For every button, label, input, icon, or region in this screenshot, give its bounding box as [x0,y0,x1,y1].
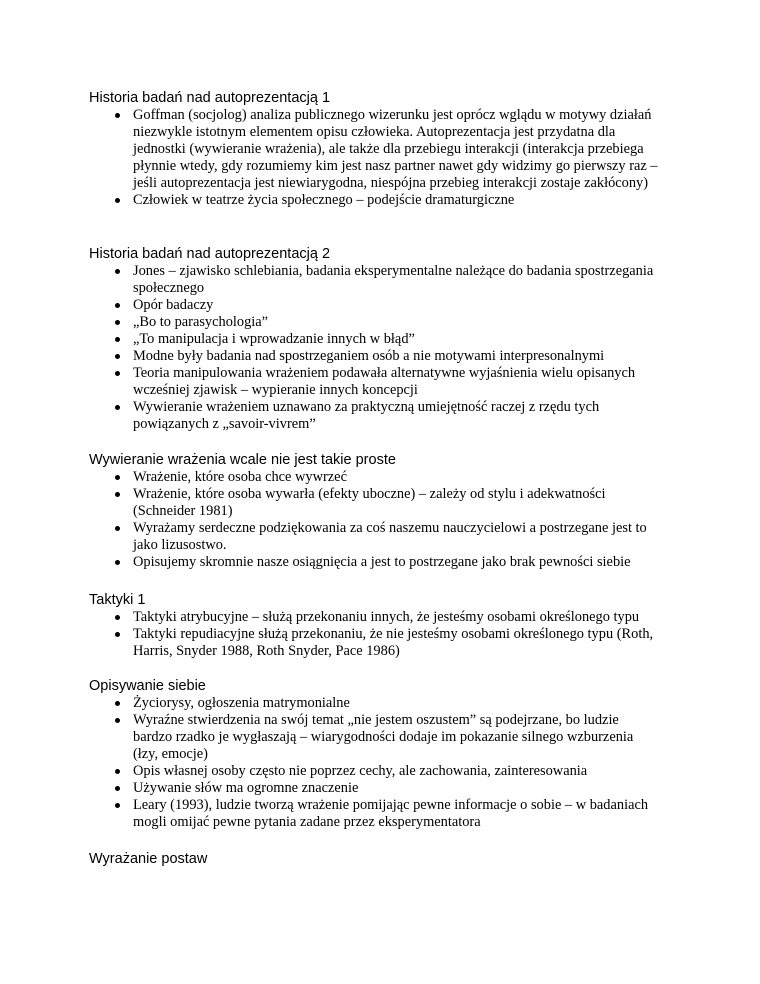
bullet-dot-icon [115,320,120,325]
bullet-dot-icon [115,632,120,637]
list-item-text: „To manipulacja i wprowadzanie innych w błąd” [133,331,415,347]
list-item [89,365,658,399]
list-item-text: Opis własnej osoby często nie poprzez cechy, ale zachowania, zainteresowania [133,763,588,779]
bullet-dot-icon [115,269,120,274]
list-item [89,297,658,314]
list-item-text: Teoria manipulowania wrażeniem podawała alternatywne wyjaśnienia wielu opisanych wcześniej zjawisk – wypieranie innych koncepcji [133,365,636,398]
bullet-dot-icon [115,786,120,791]
bullet-dot-icon [115,526,120,531]
list-item-text: Jones – zjawisko schlebiania, badania eksperymentalne należące do badania spostrzegania społecznego [133,263,654,296]
section-historia-1 [89,89,689,209]
bullet-dot-icon [115,371,120,376]
bullet-list [89,107,689,209]
section-heading: Historia badań nad autoprezentacją 1 [89,90,331,106]
section-wywieranie-wrazenia [89,451,689,571]
bullet-dot-icon [115,769,120,774]
bullet-dot-icon [115,303,120,308]
list-item-text: Opisujemy skromnie nasze osiągnięcia a jest to postrzegane jako brak pewności siebie [133,554,631,570]
list-item-text: Wywieranie wrażeniem uznawano za praktyczną umiejętność raczej z rzędu tych powiązanych z „savoir-vivrem” [133,399,600,432]
list-item [89,695,658,712]
list-item [89,469,658,486]
list-item-text: Goffman (socjolog) analiza publicznego wizerunku jest oprócz wglądu w motywy działań niezwykle istotnym elementem opisu człowieka. Autoprezentacja jest przydatna dla jednostki (wywieranie wrażenia), ale także dla przebiegu interakcji (interakcja przebiega płynnie wtedy, gdy rozumiemy kim jest nasz partner nawet gdy widzimy go pierwszy raz – jeśli autoprezentacja jest niewiarygodna, niespójna przebieg interakcji zostaje zakłócony) [133,107,658,191]
bullet-list [89,695,689,831]
list-item-text: Taktyki repudiacyjne służą przekonaniu, że nie jesteśmy osobami określonego typu (Roth, Harris, Snyder 1988, Roth Snyder, Pace 1986) [133,626,654,659]
list-item-text: Życiorysy, ogłoszenia matrymonialne [133,695,350,711]
bullet-dot-icon [115,113,120,118]
list-item [89,780,658,797]
list-item [89,712,658,763]
list-item-text: Wrażenie, które osoba wywarła (efekty uboczne) – zależy od stylu i adekwatności (Schneider 1981) [133,486,606,519]
bullet-dot-icon [115,718,120,723]
list-item [89,626,658,660]
bullet-dot-icon [115,492,120,497]
list-item [89,107,658,192]
list-item [89,609,658,626]
bullet-dot-icon [115,405,120,410]
list-item-text: Wyrażamy serdeczne podziękowania za coś naszemu nauczycielowi a postrzegane jest to jako lizusostwo. [133,520,647,553]
bullet-list [89,609,689,660]
list-item-text: Opór badaczy [133,297,214,313]
list-item-text: „Bo to parasychologia” [133,314,269,330]
list-item [89,263,658,297]
list-item-text: Używanie słów ma ogromne znaczenie [133,780,359,796]
bullet-dot-icon [115,803,120,808]
section-taktyki-1 [89,591,689,660]
list-item-text: Leary (1993), ludzie tworzą wrażenie pomijając pewne informacje o sobie – w badaniach mogli omijać pewne pytania zadane przez eksperymentatora [133,797,649,830]
list-item-text: Taktyki atrybucyjne – służą przekonaniu innych, że jesteśmy osobami określonego typu [133,609,640,625]
section-heading: Historia badań nad autoprezentacją 2 [89,246,331,262]
list-item [89,192,658,209]
section-historia-2 [89,245,689,433]
list-item [89,797,658,831]
list-item-text: Wrażenie, które osoba chce wywrzeć [133,469,347,485]
list-item [89,348,658,365]
section-heading: Wywieranie wrażenia wcale nie jest takie proste [89,452,396,468]
bullet-dot-icon [115,560,120,565]
list-item [89,399,658,433]
list-item [89,314,658,331]
section-opisywanie-siebie [89,677,689,831]
list-item [89,520,658,554]
bullet-list [89,263,689,433]
list-item [89,763,658,780]
section-heading: Taktyki 1 [89,592,146,608]
bullet-dot-icon [115,701,120,706]
bullet-dot-icon [115,198,120,203]
bullet-dot-icon [115,475,120,480]
list-item-text: Człowiek w teatrze życia społecznego – podejście dramaturgiczne [133,192,515,208]
section-heading: Wyrażanie postaw [89,851,208,867]
list-item-text: Wyraźne stwierdzenia na swój temat „nie jestem oszustem” są podejrzane, bo ludzie bardzo rzadko je wygłaszają – wiarygodności dodaje im pokazanie silnego wzburzenia (łzy, emocje) [133,712,634,762]
list-item [89,554,658,571]
list-item-text: Modne były badania nad spostrzeganiem osób a nie motywami interpresonalnymi [133,348,605,364]
bullet-dot-icon [115,337,120,342]
section-wyrazanie-postaw [89,850,689,868]
section-heading: Opisywanie siebie [89,678,206,694]
list-item [89,331,658,348]
bullet-dot-icon [115,354,120,359]
bullet-list [89,469,689,571]
bullet-dot-icon [115,615,120,620]
list-item [89,486,658,520]
